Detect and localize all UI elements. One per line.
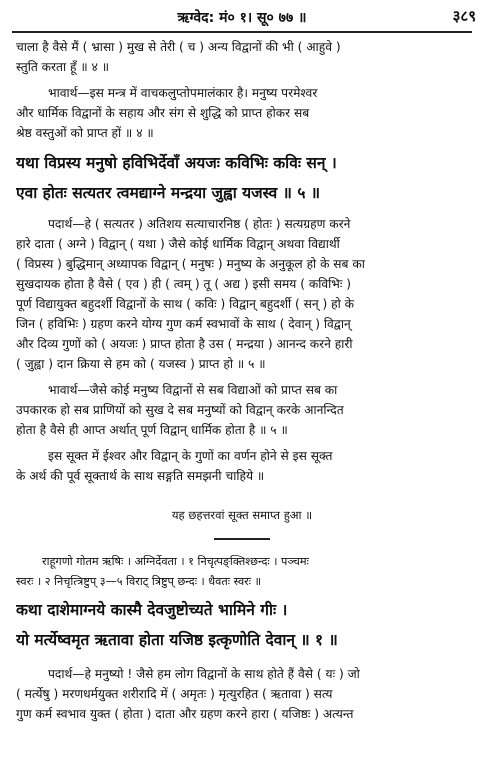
body-line: ( मर्त्येषु ) मरणधर्मयुक्त शरीरादि में ( अमृतः ) मृत्युरहित ( ऋतावा ) सत्य <box>16 687 333 701</box>
body-line: के अर्थ की पूर्व सूक्तार्थ के साथ सङ्गति समझनी चाहिये ॥ <box>16 469 265 483</box>
body-line: श्रेष्ठ वस्तुओं को प्राप्त हों ॥ ४ ॥ <box>16 126 154 140</box>
body-line: पूर्ण विद्यायुक्त बहुदर्शी विद्वानों के साथ ( कविः ) विद्वान् बहुदर्शी ( सन् ) हो के <box>16 297 355 311</box>
body-line: होता है वैसे ही आप्त अर्थात् पूर्ण विद्वान् धार्मिक होता है ॥ ५ ॥ <box>16 423 288 437</box>
body-line: और दिव्य गुणों को ( अयजः ) प्राप्त होता है उस ( मन्द्रया ) आनन्द करने हारी <box>16 337 353 351</box>
body-line: जिन ( हविभिः ) ग्रहण करने योग्य गुण कर्म स्वभावों के साथ ( देवान् ) विद्वान् <box>16 317 351 331</box>
header-rule <box>12 31 472 33</box>
mantra-line: कथा दाशेमाग्नये कास्मै देवजुष्टोच्यते भामिने गीः । <box>16 601 288 619</box>
body-line: और धार्मिक विद्वानों के सहाय और संग से शुद्धि को प्राप्त होकर सब <box>16 106 310 120</box>
body-line: उपकारक हो सब प्राणियों को सुख दे सब मनुष्यों को विद्वान् करके आनन्दित <box>16 403 344 417</box>
sukta-meta-line: स्वरः । २ निचृत्त्रिष्टुप् ३—५ विराट् त्रिष्टुप् छन्दः । धैवतः स्वरः ॥ <box>16 575 262 588</box>
body-line: ( विप्रस्य ) बुद्धिमान् अध्यापक विद्वान् ( मनुषः ) मनुष्य के अनुकूल हो के सब का <box>16 257 365 271</box>
sukta-meta-line: राहूगणो गोतम ऋषिः । अग्निर्देवता । १ निचृत्पङ्क्तिश्छन्दः । पञ्चमः <box>42 555 309 568</box>
body-line: सुखदायक होता है वैसे ( एव ) ही ( त्वम् ) तू ( अद्य ) इसी समय ( कविभिः ) <box>16 277 351 291</box>
mantra-line: यो मर्त्येष्वमृत ऋतावा होता यजिष्ठ इत्कृणोति देवान् ॥ १ ॥ <box>16 631 338 649</box>
mantra-line: यथा विप्रस्य मनुषो हविभिर्देवाँ अयजः कविभिः कविः सन् । <box>16 154 337 172</box>
body-line: गुण कर्म स्वभाव युक्त ( होता ) दाता और ग्रहण करने हारा ( यजिष्ठः ) अत्यन्त <box>16 707 354 721</box>
page-number: ३८९ <box>452 7 476 25</box>
page-header <box>0 4 484 30</box>
body-line: इस सूक्त में ईश्वर और विद्वान् के गुणों का वर्णन होने से इस सूक्त <box>48 449 333 463</box>
section-rule <box>214 538 270 540</box>
padarth-heading-line: पदार्थ—हे ( सत्यतर ) अतिशय सत्याचारनिष्ठ ( होतः ) सत्यग्रहण करने <box>48 217 351 231</box>
running-header: ऋग्वेद: मं० १। सू० ७७ ॥ <box>177 10 307 26</box>
body-line: चाला है वैसे मैं ( भ्रासा ) मुख से तेरी ( च ) अन्य विद्वानों की भी ( आहुवे ) <box>16 40 341 54</box>
sukta-end-note: यह छहत्तरवां सूक्त समाप्त हुआ ॥ <box>171 508 313 522</box>
mantra-line: एवा होतः सत्यतर त्वमद्याग्ने मन्द्रया जुह्वा यजस्व ॥ ५ ॥ <box>16 184 321 202</box>
bhavarth-heading-line: भावार्थ—जैसे कोई मनुष्य विद्वानों से सब विद्याओं को प्राप्त सब का <box>48 383 338 397</box>
body-line: स्तुति करता हूँ ॥ ४ ॥ <box>16 60 110 74</box>
body-line: हारे दाता ( अग्ने ) विद्वान् ( यथा ) जैसे कोई धार्मिक विद्वान् अथवा विद्यार्थी <box>16 237 340 251</box>
padarth-heading-line: पदार्थ—हे मनुष्यो ! जैसे हम लोग विद्वानों के साथ होते हैं वैसे ( यः ) जो <box>48 667 360 681</box>
body-line: ( जुह्वा ) दान क्रिया से हम को ( यजस्व ) प्राप्त हो ॥ ५ ॥ <box>16 357 266 371</box>
bhavarth-heading-line: भावार्थ—इस मन्त्र में वाचकलुप्तोपमालंकार है। मनुष्य परमेश्वर <box>48 86 318 100</box>
